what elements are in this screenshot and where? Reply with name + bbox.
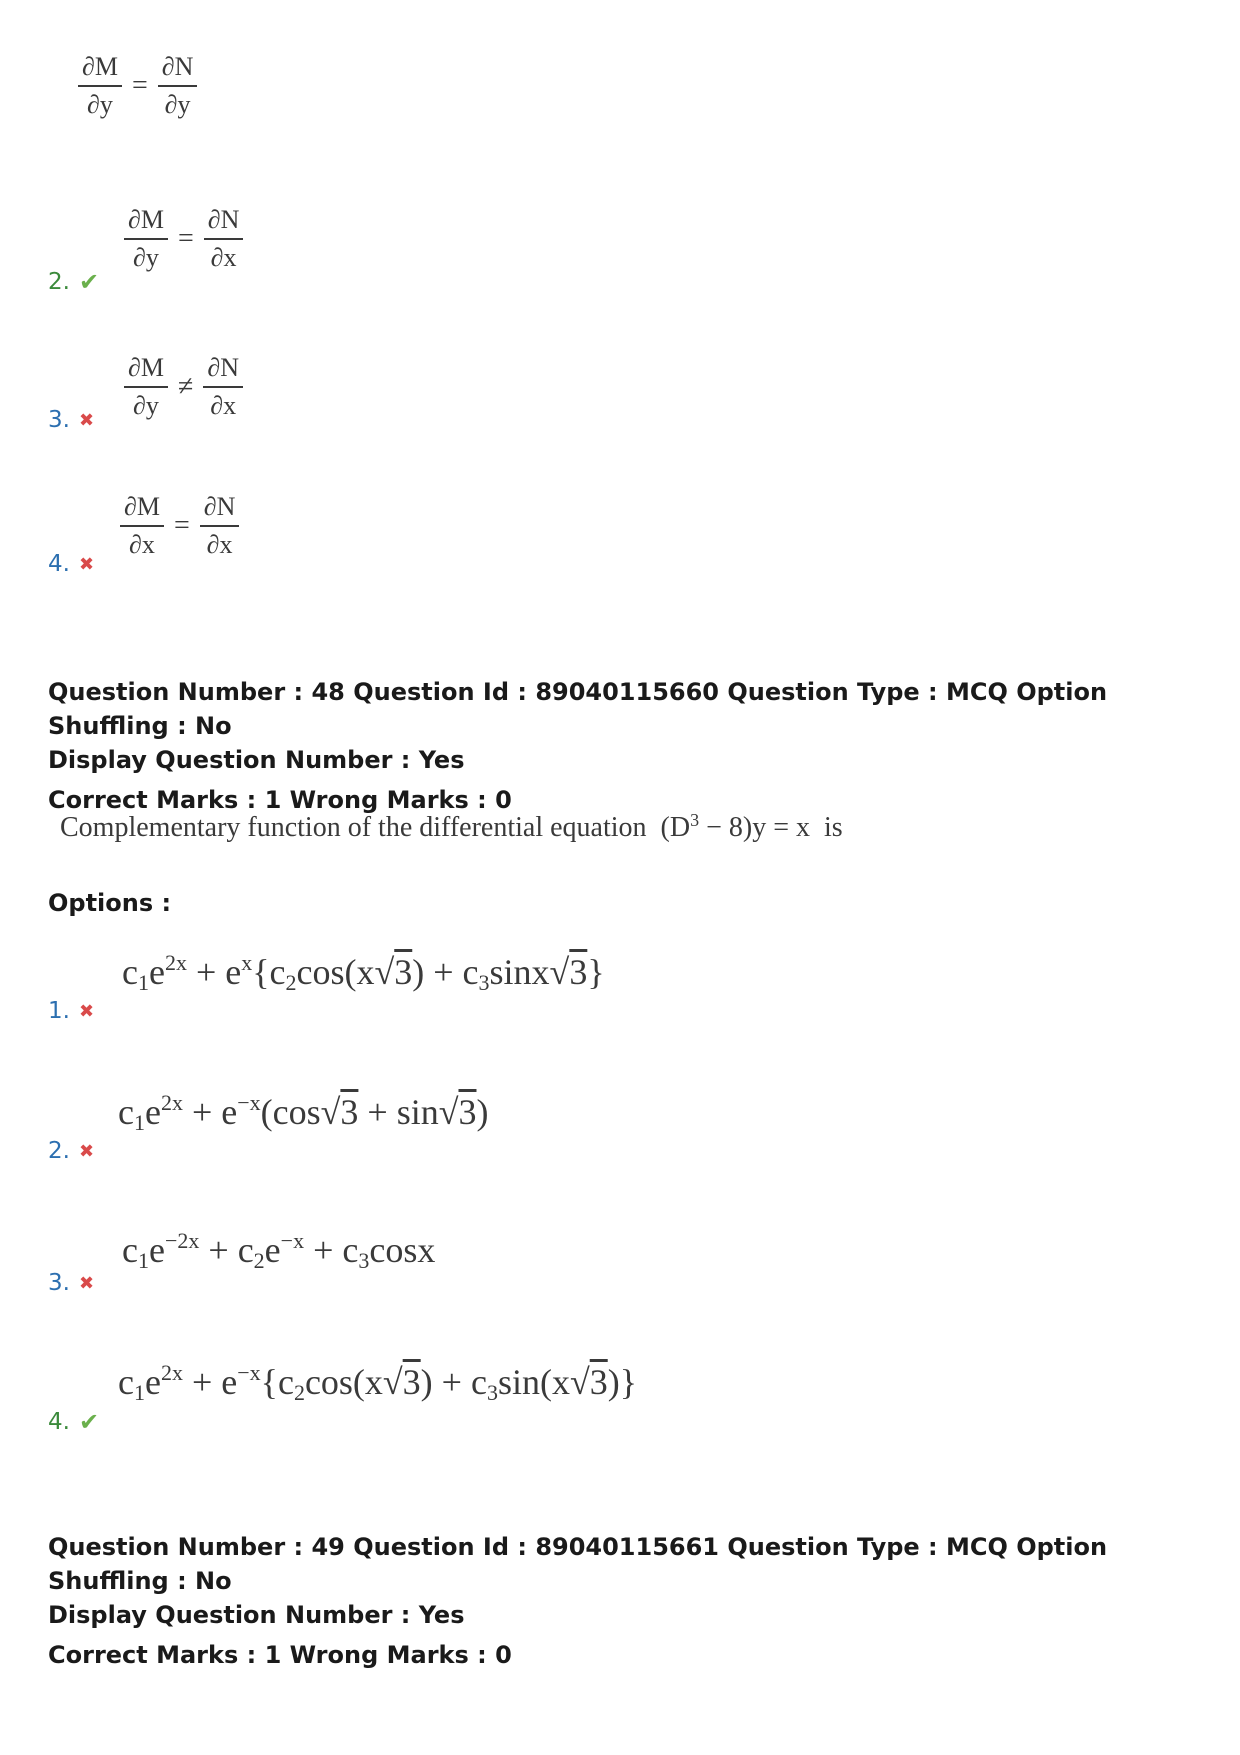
option-2-marker: 2. ✔ [48, 268, 100, 296]
options-label: Options : [48, 889, 172, 917]
cross-icon: ✖ [78, 409, 95, 431]
cross-icon: ✖ [78, 1140, 95, 1162]
fraction-right: $\frac{\partial N}{\partial y}$ [158, 52, 198, 120]
q48-option-3-marker: 3. ✖ [48, 1270, 95, 1296]
option-1-equation: $\frac{\partial M}{\partial y}$ = $\frac{\partial N}{\partial y}$ [78, 52, 197, 120]
cross-icon: ✖ [78, 553, 95, 575]
option-2-equation: $\frac{\partial M}{\partial y}$ = $\frac{\partial N}{\partial x}$ [124, 205, 243, 273]
option-4-equation: $\frac{\partial M}{\partial x}$ = $\frac{\partial N}{\partial x}$ [120, 492, 239, 560]
q48-option-4-expression: $c_1e^{2x} + e^{-x}\{c_2\cos(x√3) + c_3\sin(x√3)\}$ [118, 1360, 637, 1405]
question-48-text: Complementary function of the differential equation $(D^3 - 8)y = x$ is [60, 810, 843, 843]
option-3-equation: $\frac{\partial M}{\partial y}$ ≠ $\frac{\partial N}{\partial x}$ [124, 353, 243, 421]
q48-option-3-expression: $c_1e^{-2x} + c_2e^{-x} + c_3\cos x$ [122, 1228, 436, 1273]
fraction-left: $\frac{\partial M}{\partial y}$ [78, 52, 122, 120]
check-icon: ✔ [78, 1408, 100, 1436]
q48-option-1-marker: 1. ✖ [48, 998, 95, 1024]
check-icon: ✔ [78, 268, 100, 296]
question-48-meta: Question Number : 48 Question Id : 89040115660 Question Type : MCQ Option Shuffling : No Display Question Number : Yes Correct Marks : 1 Wrong Marks : 0 [48, 678, 1108, 814]
q48-option-2-expression: $c_1e^{2x} + e^{-x}(\cos√3 + \sin√3)$ [118, 1090, 489, 1135]
question-49-meta: Question Number : 49 Question Id : 89040115661 Question Type : MCQ Option Shuffling : No Display Question Number : Yes Correct Marks : 1 Wrong Marks : 0 [48, 1533, 1108, 1669]
q48-option-4-marker: 4. ✔ [48, 1408, 100, 1436]
option-3-marker: 3. ✖ [48, 407, 95, 433]
cross-icon: ✖ [78, 1272, 95, 1294]
cross-icon: ✖ [78, 1000, 95, 1022]
q48-option-2-marker: 2. ✖ [48, 1138, 95, 1164]
option-4-marker: 4. ✖ [48, 551, 95, 577]
q48-option-1-expression: $c_1e^{2x} + e^x\{c_2\cos(x√3) + c_3\sin x√3\}$ [122, 950, 605, 995]
